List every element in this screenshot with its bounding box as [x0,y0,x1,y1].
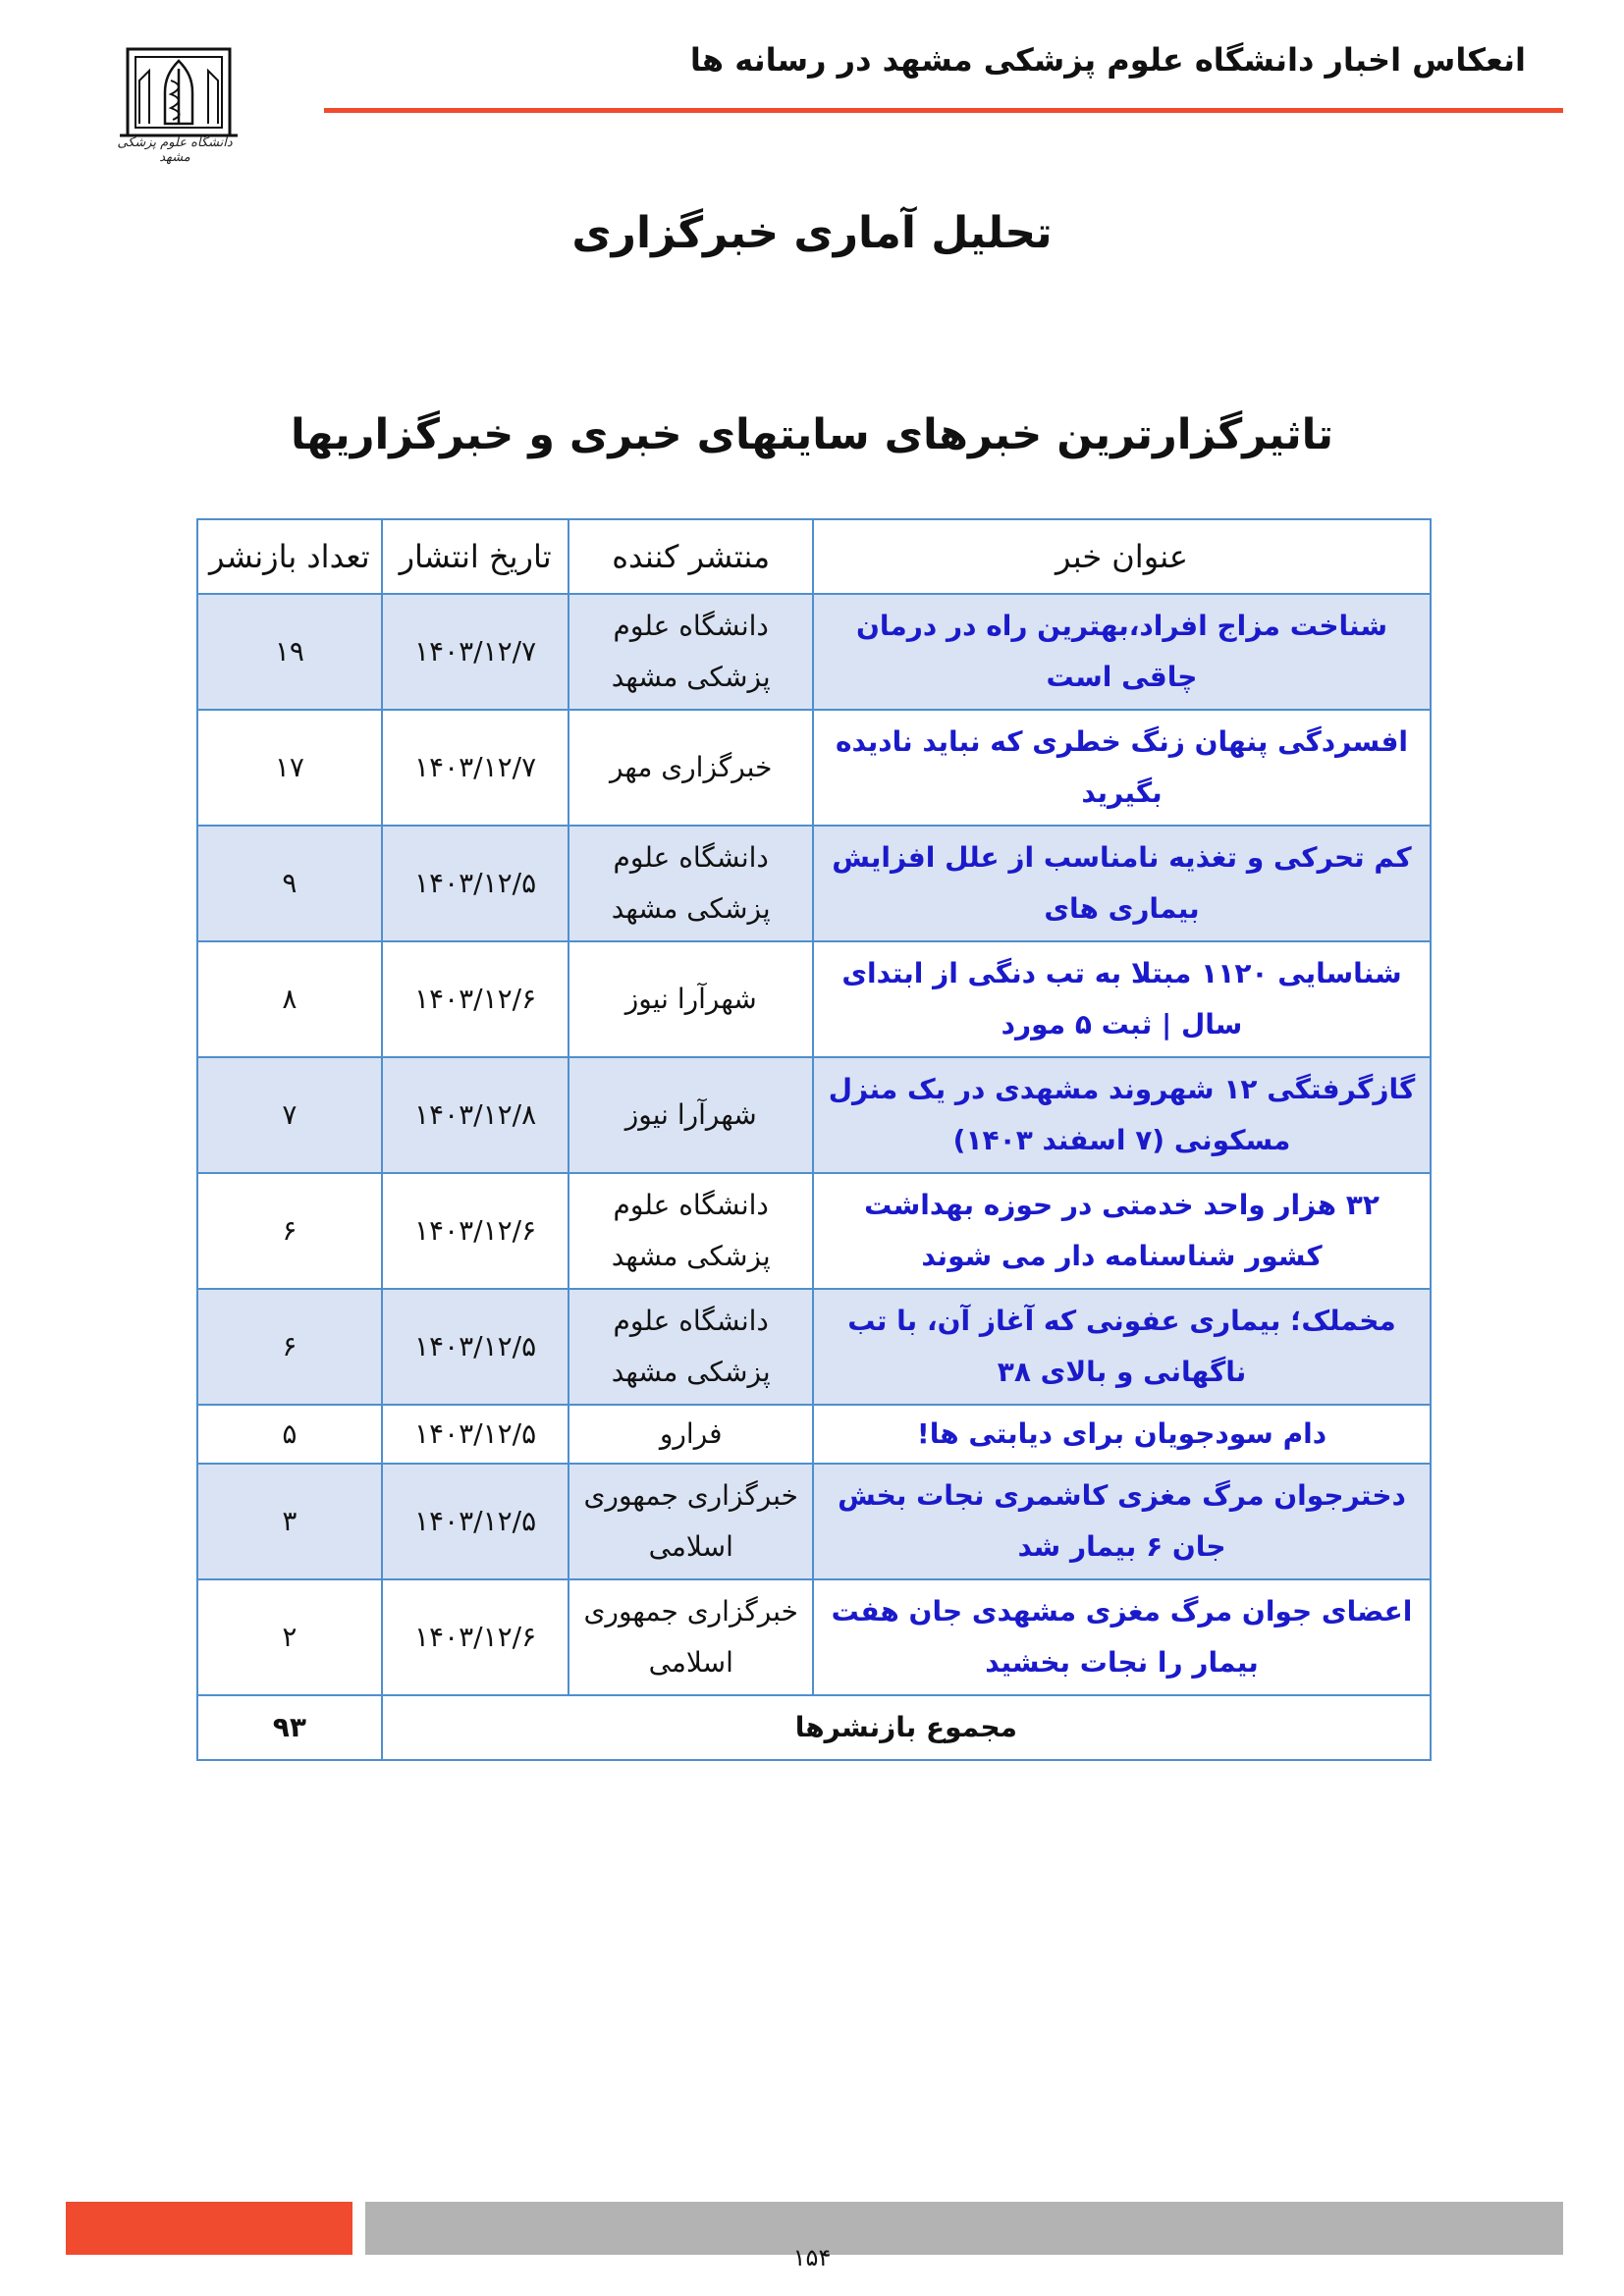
republish-count: ۷ [197,1057,382,1173]
header-publisher: منتشر کننده [568,519,813,594]
header-republish-count: تعداد بازنشر [197,519,382,594]
table-header-row [197,519,1431,594]
republish-count: ۱۷ [197,710,382,826]
news-title[interactable]: گازگرفتگی ۱۲ شهروند مشهدی در یک منزل مسکونی (۷ اسفند ۱۴۰۳) [813,1057,1431,1173]
page-number: ۱۵۴ [792,2244,832,2271]
header-title: انعکاس اخبار دانشگاه علوم پزشکی مشهد در رسانه ها [689,41,1526,79]
news-title[interactable]: افسردگی پنهان زنگ خطری که نباید نادیده بگیرید [813,710,1431,826]
table-row [197,1405,1431,1464]
republish-count: ۶ [197,1289,382,1405]
news-title[interactable]: دام سودجویان برای دیابتی ها! [813,1405,1431,1464]
news-title[interactable]: شناخت مزاج افراد،بهترین راه در درمان چاقی است [813,594,1431,710]
publish-date: ۱۴۰۳/۱۲/۵ [382,826,569,941]
total-value: ۹۳ [197,1695,382,1760]
publisher: خبرگزاری جمهوری اسلامی [568,1464,813,1579]
table-row [197,941,1431,1057]
page-title: تحلیل آماری خبرگزاری [571,208,1053,258]
news-title[interactable]: شناسایی ۱۱۲۰ مبتلا به تب دنگی از ابتدای سال | ثبت ۵ مورد [813,941,1431,1057]
footer-grey-bar [365,2202,1563,2255]
publisher: شهرآرا نیوز [568,941,813,1057]
republish-count: ۹ [197,826,382,941]
publish-date: ۱۴۰۳/۱۲/۶ [382,941,569,1057]
republish-count: ۱۹ [197,594,382,710]
news-title[interactable]: مخملک؛ بیماری عفونی که آغاز آن، با تب ناگهانی و بالای ۳۸ [813,1289,1431,1405]
publish-date: ۱۴۰۳/۱۲/۵ [382,1405,569,1464]
news-title[interactable]: کم تحرکی و تغذیه نامناسب از علل افزایش بیماری های [813,826,1431,941]
republish-count: ۶ [197,1173,382,1289]
total-label: مجموع بازنشرها [382,1695,1431,1760]
publish-date: ۱۴۰۳/۱۲/۶ [382,1579,569,1695]
logo-caption: دانشگاه علوم پزشکی مشهد [117,135,233,165]
table-row [197,710,1431,826]
publisher: خبرگزاری مهر [568,710,813,826]
publish-date: ۱۴۰۳/۱۲/۸ [382,1057,569,1173]
republish-count: ۲ [197,1579,382,1695]
publisher: دانشگاه علوم پزشکی مشهد [568,1173,813,1289]
republish-count: ۳ [197,1464,382,1579]
table-row [197,1173,1431,1289]
republish-count: ۵ [197,1405,382,1464]
table-row [197,594,1431,710]
table-row [197,1579,1431,1695]
news-title[interactable]: دخترجوان مرگ مغزی کاشمری نجات بخش جان ۶ بیمار شد [813,1464,1431,1579]
publisher: خبرگزاری جمهوری اسلامی [568,1579,813,1695]
publisher: دانشگاه علوم پزشکی مشهد [568,594,813,710]
publish-date: ۱۴۰۳/۱۲/۶ [382,1173,569,1289]
publisher: شهرآرا نیوز [568,1057,813,1173]
publish-date: ۱۴۰۳/۱۲/۵ [382,1289,569,1405]
publisher: دانشگاه علوم پزشکی مشهد [568,826,813,941]
footer-red-bar [66,2202,352,2255]
table-row [197,826,1431,941]
table-row [197,1464,1431,1579]
section-title: تاثیرگزارترین خبرهای سایتهای خبری و خبرگزاریها [291,410,1333,459]
publish-date: ۱۴۰۳/۱۲/۵ [382,1464,569,1579]
publish-date: ۱۴۰۳/۱۲/۷ [382,594,569,710]
republish-count: ۸ [197,941,382,1057]
news-statistics-table [196,518,1432,1761]
total-row [197,1695,1431,1760]
header-news-title: عنوان خبر [813,519,1431,594]
publisher: فرارو [568,1405,813,1464]
header-divider [324,108,1563,113]
table-row [197,1289,1431,1405]
news-title[interactable]: اعضای جوان مرگ مغزی مشهدی جان هفت بیمار را نجات بخشید [813,1579,1431,1695]
publisher: دانشگاه علوم پزشکی مشهد [568,1289,813,1405]
publish-date: ۱۴۰۳/۱۲/۷ [382,710,569,826]
news-title[interactable]: ۳۲ هزار واحد خدمتی در حوزه بهداشت کشور شناسنامه دار می شوند [813,1173,1431,1289]
header-publish-date: تاریخ انتشار [382,519,569,594]
table-row [197,1057,1431,1173]
